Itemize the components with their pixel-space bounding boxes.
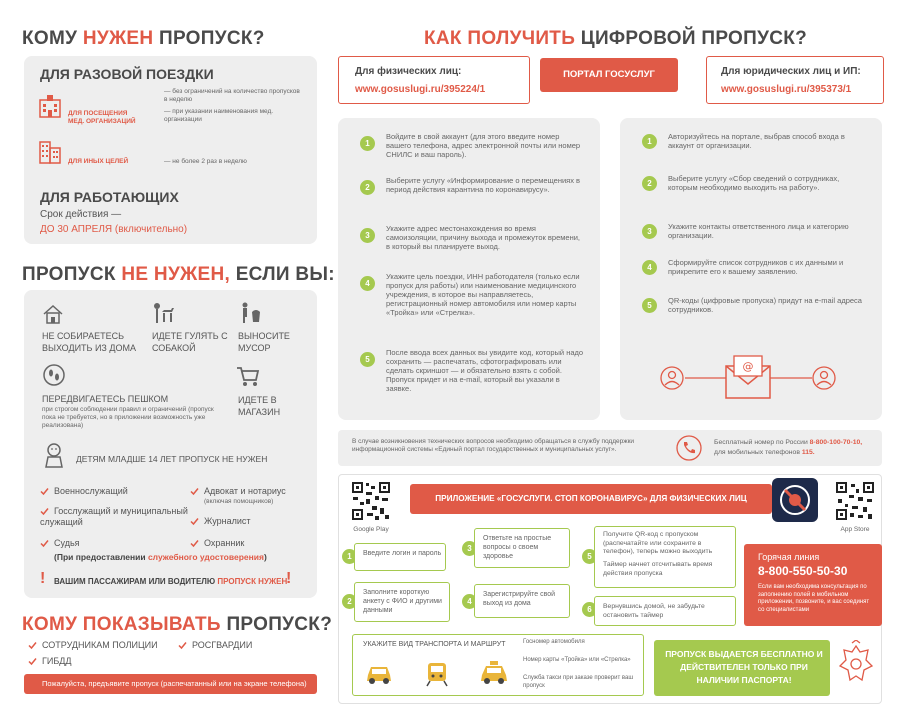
hospital-icon	[38, 94, 62, 118]
deadline-text: ДО 30 АПРЕЛЯ (включительно)	[40, 224, 188, 235]
legal-link[interactable]: www.gosuslugi.ru/395373/1	[721, 84, 852, 95]
show-police: СОТРУДНИКАМ ПОЛИЦИИ	[28, 640, 158, 650]
step-number: 6	[582, 602, 597, 617]
how-to-title: КАК ПОЛУЧИТЬ ЦИФРОВОЙ ПРОПУСК?	[424, 28, 808, 49]
show-rosgvard: РОСГВАРДИИ	[178, 640, 252, 650]
case-dog: ИДЕТЕ ГУЛЯТЬ С СОБАКОЙ	[152, 331, 228, 353]
step-number: 5	[642, 298, 657, 313]
exempt-journalist: Журналист	[190, 516, 251, 526]
exempt-lawyer: Адвокат и нотариус	[190, 486, 286, 496]
check-icon	[28, 641, 37, 650]
not-needed-title: ПРОПУСК НЕ НУЖЕН, ЕСЛИ ВЫ:	[22, 264, 335, 285]
step-number: 3	[360, 228, 375, 243]
google-play-qr[interactable]	[350, 480, 392, 522]
trash-icon	[238, 302, 262, 324]
step-number: 4	[642, 260, 657, 275]
step-number: 2	[642, 176, 657, 191]
child-icon	[42, 443, 66, 469]
train-icon	[425, 661, 449, 687]
case-trash: ВЫНОСИТЕ МУСОР	[238, 331, 290, 353]
step-ind-4: Укажите цель поездки, ИНН работодателя (только если пропуск для работы) или наименование медицинского учреждения, в которое вы направляетесь, регистрационный номер автомобиля или номер карты «Тройка» или «Стрелка».	[386, 272, 580, 317]
car-icon	[365, 663, 393, 685]
note-med: — при указании наименования мед. организации	[164, 108, 274, 123]
step-number: 3	[642, 224, 657, 239]
id-note: (При предоставлении служебного удостоверения)	[54, 552, 267, 562]
case-walk-note: при строгом соблюдении правил и ограничений (пропуск пока не требуется, но в приложении возможность уже реализована)	[42, 406, 214, 429]
other-label: ДЛЯ ИНЫХ ЦЕЛЕЙ	[68, 158, 129, 165]
step-number: 1	[642, 134, 657, 149]
transport-card: Номер карты «Тройка» или «Стрелка»	[523, 657, 631, 663]
transport-taxi: Служба такси при заказе проверит ваш пропуск	[523, 675, 634, 689]
support-phones: Бесплатный номер по России 8-800-100-70-10, для мобильных телефонов 115.	[714, 439, 863, 456]
step-leg-1: Авторизуйтесь на портале, выбрав способ входа в аккаунт от организации.	[668, 132, 845, 150]
check-icon	[178, 641, 187, 650]
single-trip-title: ДЛЯ РАЗОВОЙ ПОЕЗДКИ	[40, 66, 214, 82]
legal-box	[706, 56, 884, 104]
exclamation-icon: !	[286, 570, 292, 587]
check-icon	[190, 487, 199, 496]
svg-text:@: @	[742, 360, 754, 373]
check-icon	[40, 539, 49, 548]
step-number: 2	[360, 180, 375, 195]
legal-label: Для юридических лиц и ИП:	[721, 66, 861, 77]
free-pass-text: ПРОПУСК ВЫДАЕТСЯ БЕСПЛАТНО И ДЕЙСТВИТЕЛЕН ТОЛЬКО ПРИ НАЛИЧИИ ПАСПОРТА!	[665, 649, 823, 685]
check-icon	[28, 657, 37, 666]
individuals-label: Для физических лиц:	[355, 66, 462, 77]
hotline-title: Горячая линия	[758, 552, 820, 562]
case-shop: ИДЕТЕ В МАГАЗИН	[238, 395, 281, 417]
step-number: 4	[360, 276, 375, 291]
med-label: ДЛЯ ПОСЕЩЕНИЯ МЕД. ОРГАНИЗАЦИЙ	[68, 110, 136, 125]
google-play-label: Google Play	[353, 526, 389, 533]
app-step-1: Введите логин и пароль	[354, 543, 446, 571]
step-leg-4: Сформируйте список сотрудников с их данными и прикрепите его к вашему заявлению.	[668, 258, 844, 276]
step-number: 5	[582, 549, 597, 564]
app-logo-icon	[772, 478, 818, 522]
note-twice: — не более 2 раз в неделю	[164, 158, 247, 165]
note-unlimited: — без ограничений на количество пропусков в неделю	[164, 88, 300, 103]
who-needs-title: КОМУ НУЖЕН ПРОПУСК?	[22, 28, 265, 49]
app-step-4: Зарегистрируйте свой выход из дома	[474, 584, 570, 618]
step-ind-5: После ввода всех данных вы увидите код, который надо сохранить — распечатать, сфотографировать или сделать скриншот — и обязательно взять с собой. Пропуск придет и на e-mail, который вы указали в заявке.	[386, 348, 584, 393]
transport-title: УКАЖИТЕ ВИД ТРАНСПОРТА И МАРШРУТ	[363, 641, 506, 648]
support-bar	[338, 430, 882, 466]
app-store-label: App Store	[840, 526, 870, 533]
check-icon	[40, 487, 49, 496]
step-leg-3: Укажите контакты ответственного лица и категорию организации.	[668, 222, 849, 240]
app-step-6: Вернувшись домой, не забудьте остановить таймер	[594, 596, 736, 626]
step-ind-1: Войдите в свой аккаунт (для этого введите номер вашего телефона, адрес электронной почты или номер СНИЛС и ваш пароль).	[386, 132, 581, 159]
workers-title: ДЛЯ РАБОТАЮЩИХ	[40, 189, 179, 205]
hotline-text: Если вам необходима консультация по заполнению полей в мобильном приложении, позвоните, и вас соединят со специалистами	[758, 584, 870, 613]
check-icon	[40, 507, 49, 516]
free-pass-box	[654, 640, 830, 696]
legal-steps-panel	[620, 118, 882, 420]
step-leg-2: Выберите услугу «Сбор сведений о сотрудниках, которым необходимо выходить на работу».	[668, 174, 840, 192]
present-note-bar: Пожалуйста, предъявите пропуск (распечатанный или на экране телефона)	[24, 674, 317, 694]
building-icon	[38, 138, 62, 164]
step-number: 1	[342, 549, 357, 564]
portal-badge: ПОРТАЛ ГОСУСЛУГ	[540, 58, 678, 92]
passengers-note: ВАШИМ ПАССАЖИРАМ ИЛИ ВОДИТЕЛЮ ПРОПУСК НУЖЕН	[54, 577, 288, 586]
case-home: НЕ СОБИРАЕТЕСЬ ВЫХОДИТЬ ИЗ ДОМА	[42, 331, 136, 353]
individuals-link[interactable]: www.gosuslugi.ru/395224/1	[355, 84, 486, 95]
exempt-civil: Госслужащий и муниципальный служащий	[40, 506, 188, 527]
exclamation-icon: !	[40, 570, 46, 587]
app-store-qr[interactable]	[834, 480, 876, 522]
transport-car: Госномер автомобиля	[523, 639, 585, 645]
hotline-phone[interactable]: 8-800-550-50-30	[758, 564, 848, 578]
exempt-lawyer-note: (включая помощников)	[204, 498, 274, 505]
step-leg-5: QR-коды (цифровые пропуска) придут на e-mail адреса сотрудников.	[668, 296, 862, 314]
step-number: 2	[342, 594, 357, 609]
exempt-military: Военнослужащий	[40, 486, 128, 496]
check-icon	[190, 517, 199, 526]
validity-text: Срок действия —	[40, 209, 122, 220]
support-text: В случае возникновения технических вопросов необходимо обращаться в службу поддержки информационной системы «Единый портал государственных и муниципальных услуг».	[352, 438, 635, 453]
app-step-5: Получите QR-код с пропуском (распечатайте или сохраните в телефон), теперь можно выходить Таймер начнет отсчитывать время действия пропуска	[594, 526, 736, 588]
show-gibdd: ГИБДД	[28, 656, 71, 666]
case-walk: ПЕРЕДВИГАЕТЕСЬ ПЕШКОМ	[42, 394, 169, 404]
cart-icon	[236, 366, 260, 388]
home-icon	[42, 304, 64, 324]
transport-box	[352, 634, 644, 696]
step-number: 5	[360, 352, 375, 367]
step-ind-3: Укажите адрес местонахождения во время самоизоляции, причину выхода и промежуток времени, в который вы планируете выход.	[386, 224, 580, 251]
check-icon	[190, 539, 199, 548]
footprints-icon	[42, 364, 66, 386]
step-number: 3	[462, 541, 477, 556]
not-needed-panel	[24, 290, 317, 598]
step-number: 1	[360, 136, 375, 151]
individuals-steps-panel	[338, 118, 600, 420]
exempt-judge: Судья	[40, 538, 80, 548]
step-number: 4	[462, 594, 477, 609]
case-kids: ДЕТЯМ МЛАДШЕ 14 ЛЕТ ПРОПУСК НЕ НУЖЕН	[76, 454, 268, 464]
show-to-title: КОМУ ПОКАЗЫВАТЬ ПРОПУСК?	[22, 614, 333, 635]
app-step-3: Ответьте на простые вопросы о своем здоровье	[474, 528, 570, 568]
taxi-icon	[479, 659, 509, 685]
step-ind-2: Выберите услугу «Информирование о перемещениях в период действия карантина по коронавирусу».	[386, 176, 581, 194]
emblem-icon	[836, 640, 876, 690]
phone-icon	[676, 435, 702, 461]
dog-icon	[152, 302, 176, 324]
exempt-guard: Охранник	[190, 538, 244, 548]
single-trip-panel	[24, 56, 317, 244]
app-banner: ПРИЛОЖЕНИЕ «ГОСУСЛУГИ. СТОП КОРОНАВИРУС» ДЛЯ ФИЗИЧЕСКИХ ЛИЦ	[410, 484, 772, 514]
app-step-2: Заполните короткую анкету с ФИО и другими данными	[354, 582, 450, 622]
individuals-box	[338, 56, 530, 104]
hotline-box	[744, 544, 882, 626]
email-distribution-icon	[658, 354, 848, 402]
